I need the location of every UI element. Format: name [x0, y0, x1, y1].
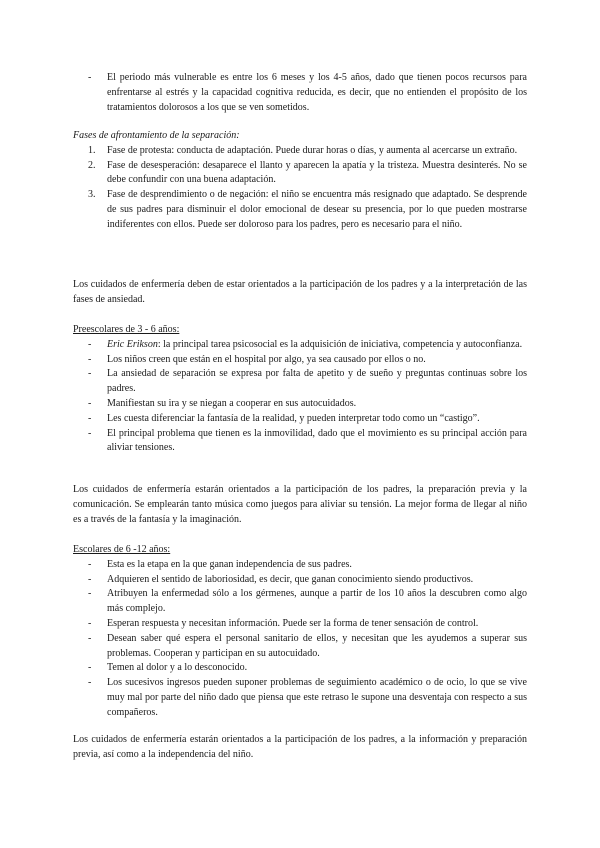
list-item: - Esta es la etapa en la que ganan independencia de sus padres. [73, 558, 527, 573]
list-number: 3. [88, 189, 96, 201]
list-item: - El principal problema que tienen es la inmovilidad, dado que el movimiento es su principal acción para aliviar tensiones. [73, 427, 527, 457]
author-name: Eric Erikson [107, 338, 158, 350]
paragraph-3: Los cuidados de enfermería estarán orientados a la participación de los padres, a la información y preparación previa, así como a la independencia del niño. [73, 734, 527, 760]
escolares-section [73, 543, 527, 721]
top-bullet-list [73, 71, 527, 115]
list-item [73, 144, 527, 159]
list-number: 2. [88, 159, 96, 171]
list-item: - Desean saber qué espera el personal sanitario de ellos, y necesitan que les ayudemos a superar sus problemas. Cooperan y participan en su autocuidado. [73, 632, 527, 662]
preescolares-heading: Preescolares de 3 - 6 años: [73, 324, 180, 335]
list-item [73, 159, 527, 189]
list-item: - Manifiestan su ira y se niegan a cooperar en sus autocuidados. [73, 397, 527, 412]
list-item: - Atribuyen la enfermedad sólo a los gérmenes, aunque a partir de los 10 años la descubren como algo más complejo. [73, 587, 527, 617]
phases-list [73, 144, 527, 233]
list-item: - El periodo más vulnerable es entre los 6 meses y los 4-5 años, dado que tienen pocos recursos para enfrentarse al estrés y la capacidad cognitiva reducida, es decir, que no entienden el propósito de los tratamientos dolorosos a los que se ven sometidos. [73, 71, 527, 115]
list-item: - Los sucesivos ingresos pueden suponer problemas de seguimiento académico o de ocio, lo que se vive muy mal por parte del niño dado que piensa que este retraso le supone una desventaja con respecto a sus compañeros. [73, 676, 527, 720]
escolares-list [73, 558, 527, 721]
list-item: - Los niños creen que están en el hospital por algo, ya sea causado por ellos o no. [73, 353, 527, 368]
preescolares-section [73, 323, 527, 456]
list-text: : la principal tarea psicosocial es la adquisición de iniciativa, competencia y autoconfianza. [157, 338, 523, 350]
preescolares-list [73, 338, 527, 456]
list-text: Fase de desprendimiento o de negación: el niño se encuentra más resignado que adaptado. Se desprende de sus padres para disminuir el dolor emocional de desear su presencia, por lo que pueden mostrarse indiferentes con ellos. Puede ser doloroso para los padres, pero es necesario para el niño. [107, 189, 527, 230]
list-item [73, 338, 527, 353]
phases-heading: Fases de afrontamiento de la separación: [73, 130, 240, 141]
list-item: - La ansiedad de separación se expresa por falta de apetito y de sueño y preguntas continuas sobre los padres. [73, 367, 527, 397]
list-item: - Les cuesta diferenciar la fantasía de la realidad, y pueden interpretar todo como un “castigo”. [73, 412, 527, 427]
list-text: Fase de desesperación: desaparece el llanto y aparecen la apatía y la tristeza. Muestra desinterés. No se debe confundir con una buena adaptación. [107, 159, 527, 186]
escolares-heading: Escolares de 6 -12 años: [73, 544, 171, 555]
list-item: - Esperan respuesta y necesitan información. Puede ser la forma de tener sensación de control. [73, 617, 527, 632]
list-number: 1. [88, 144, 96, 156]
list-text: Fase de protesta: conducta de adaptación. Puede durar horas o días, y aumenta al acercarse un extraño. [107, 144, 518, 156]
list-item [73, 188, 527, 232]
list-item: - Adquieren el sentido de laboriosidad, es decir, que ganan conocimiento siendo productivos. [73, 573, 527, 588]
paragraph-2: Los cuidados de enfermería estarán orientados a la participación de los padres, la preparación previa y la comunicación. Se emplearán tanto música como juegos para aliviar su tensión. La mejor forma de llegar al niño es a través de la fantasía y la imaginación. [73, 484, 527, 525]
phases-section [73, 129, 527, 233]
paragraph-1: Los cuidados de enfermería deben de estar orientados a la participación de los padres y a la interpretación de las fases de ansiedad. [73, 279, 527, 305]
list-item: - Temen al dolor y a lo desconocido. [73, 661, 527, 676]
